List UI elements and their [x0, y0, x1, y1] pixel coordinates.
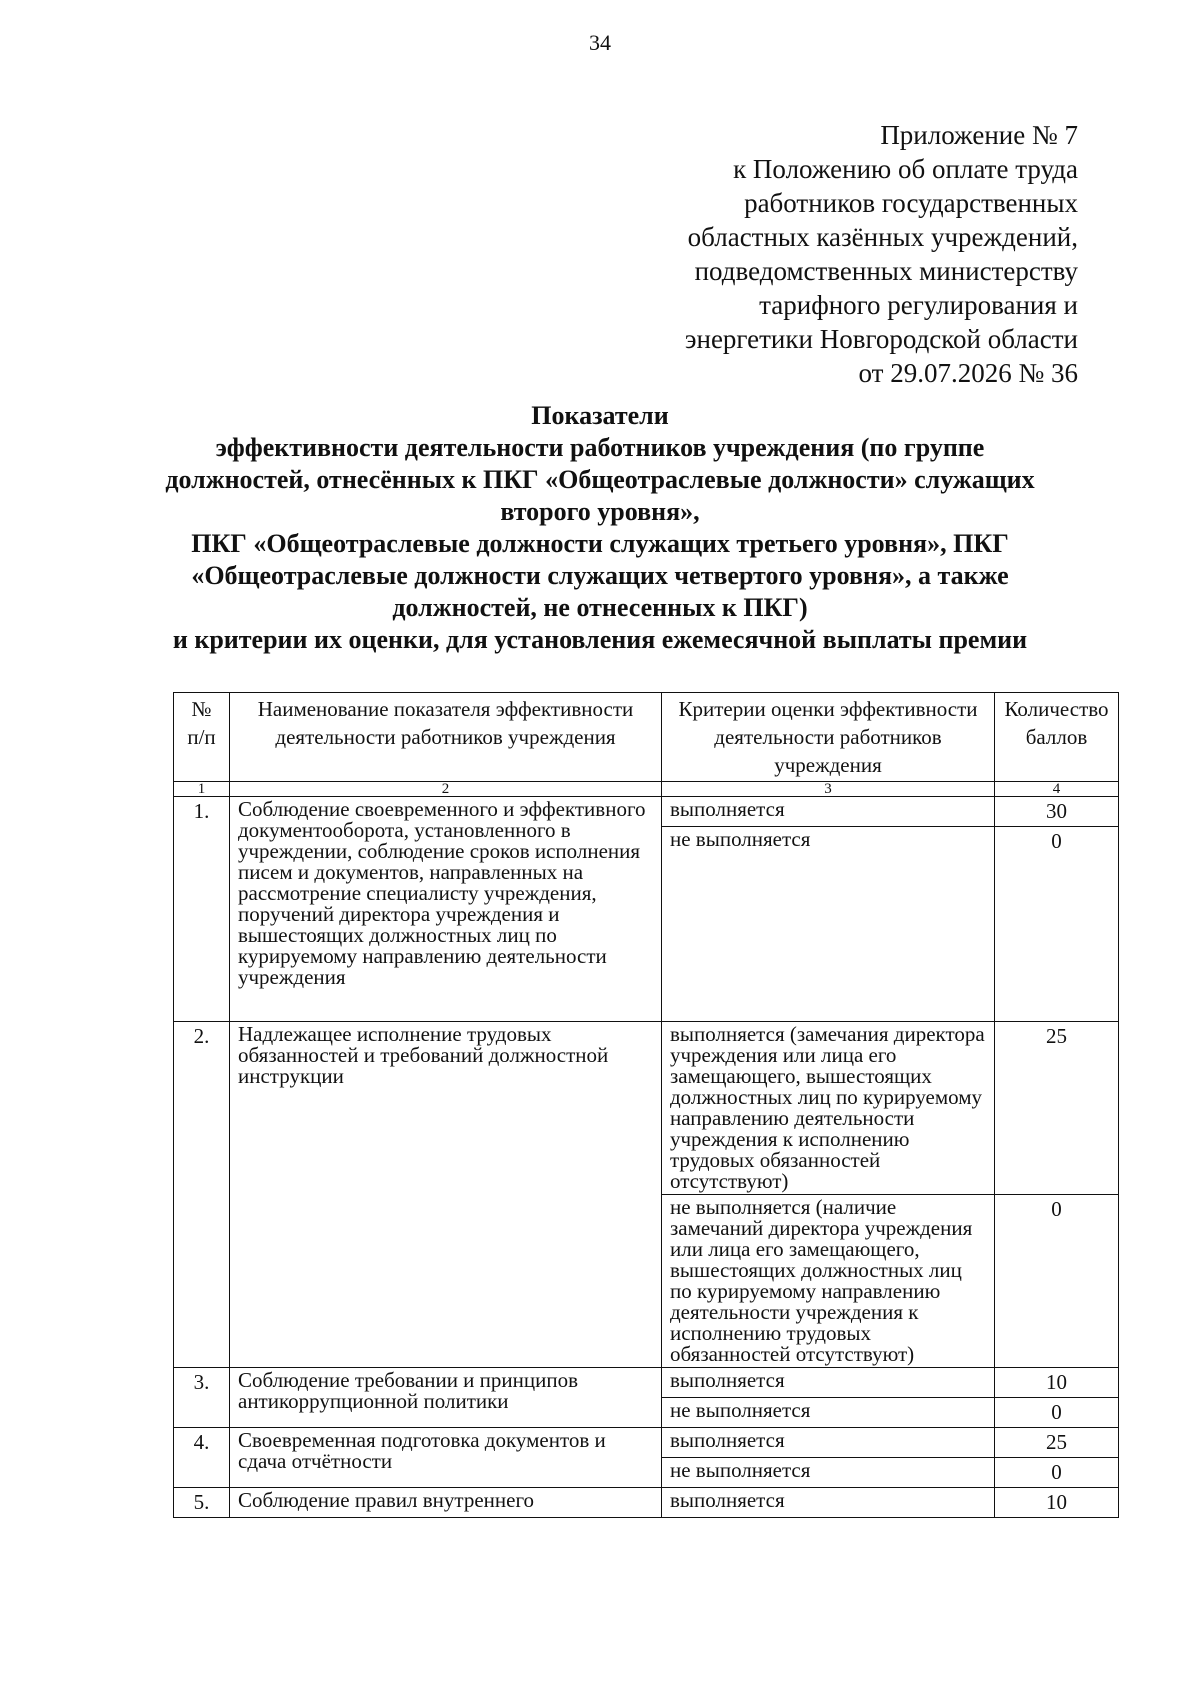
criterion: выполняется — [662, 1428, 995, 1458]
points: 30 — [995, 797, 1119, 827]
table-header-row — [174, 693, 1119, 782]
indicator-name: Своевременная подготовка документов и сдача отчётности — [230, 1428, 662, 1488]
indicator-name: Надлежащее исполнение трудовых обязанностей и требований должностной инструкции — [230, 1022, 662, 1368]
title-line: должностей, отнесённых к ПКГ «Общеотраслевые должности» служащих — [165, 465, 1035, 494]
points: 0 — [995, 827, 1119, 1022]
criterion: не выполняется (наличие замечаний директора учреждения или лица его замещающего, вышестоящих должностных лиц по курируемому направлению деятельности учреждения к исполнению трудовых обязанностей отсутствуют) — [662, 1195, 995, 1368]
criterion: не выполняется — [662, 1458, 995, 1488]
table-row — [174, 1428, 1119, 1458]
appendix-line: к Положению об оплате труда — [733, 154, 1078, 184]
criteria-table — [173, 692, 1119, 1518]
points: 10 — [995, 1488, 1119, 1518]
appendix-block — [685, 118, 1078, 390]
table-row — [174, 1022, 1119, 1195]
column-number: 1 — [174, 782, 230, 797]
title-line: «Общеотраслевые должности служащих четвертого уровня», а также — [191, 561, 1009, 590]
points: 10 — [995, 1368, 1119, 1398]
indicator-name: Соблюдение своевременного и эффективного документооборота, установленного в учреждении, соблюдение сроков исполнения писем и документов, направленных на рассмотрение специалисту учреждения, поручений директора учреждения и вышестоящих должностных лиц по курируемому направлению деятельности учреждения — [230, 797, 662, 1022]
table-row — [174, 1488, 1119, 1518]
indicator-name: Соблюдение правил внутреннего — [230, 1488, 662, 1518]
points: 25 — [995, 1428, 1119, 1458]
row-number: 1. — [174, 797, 230, 1022]
title-line: ПКГ «Общеотраслевые должности служащих третьего уровня», ПКГ — [191, 529, 1009, 558]
row-number: 4. — [174, 1428, 230, 1488]
table-row — [174, 1368, 1119, 1398]
appendix-line: подведомственных министерству — [694, 256, 1078, 286]
column-number: 3 — [662, 782, 995, 797]
points: 0 — [995, 1398, 1119, 1428]
header-name: Наименование показателя эффективности деятельности работников учреждения — [230, 693, 662, 782]
table-row — [174, 797, 1119, 827]
criterion: выполняется (замечания директора учреждения или лица его замещающего, вышестоящих должностных лиц по курируемому направлению деятельности учреждения к исполнению трудовых обязанностей отсутствуют) — [662, 1022, 995, 1195]
appendix-line: работников государственных — [744, 188, 1078, 218]
title-line: должностей, не отнесенных к ПКГ) — [392, 593, 808, 622]
points: 25 — [995, 1022, 1119, 1195]
title-line: второго уровня», — [500, 497, 700, 526]
title-line: и критерии их оценки, для установления ежемесячной выплаты премии — [172, 625, 1028, 654]
appendix-line: от 29.07.2026 № 36 — [858, 358, 1078, 388]
column-number: 4 — [995, 782, 1119, 797]
title-line: Показатели — [531, 401, 669, 430]
page-number: 34 — [589, 30, 611, 55]
criterion: не выполняется — [662, 827, 995, 1022]
appendix-line: Приложение № 7 — [880, 120, 1078, 150]
criterion: не выполняется — [662, 1398, 995, 1428]
column-number-row — [174, 782, 1119, 797]
header-num: № п/п — [174, 693, 230, 782]
row-number: 5. — [174, 1488, 230, 1518]
points: 0 — [995, 1195, 1119, 1368]
criterion: выполняется — [662, 797, 995, 827]
criterion: выполняется — [662, 1368, 995, 1398]
row-number: 3. — [174, 1368, 230, 1428]
header-points: Количество баллов — [995, 693, 1119, 782]
appendix-line: энергетики Новгородской области — [684, 324, 1078, 354]
appendix-line: тарифного регулирования и — [759, 290, 1078, 320]
column-number: 2 — [230, 782, 662, 797]
criterion: выполняется — [662, 1488, 995, 1518]
document-title — [150, 400, 1050, 656]
title-line: эффективности деятельности работников учреждения (по группе — [215, 433, 985, 462]
row-number: 2. — [174, 1022, 230, 1368]
appendix-line: областных казённых учреждений, — [687, 222, 1078, 252]
points: 0 — [995, 1458, 1119, 1488]
header-criteria: Критерии оценки эффективности деятельности работников учреждения — [662, 693, 995, 782]
indicator-name: Соблюдение требовании и принципов антикоррупционной политики — [230, 1368, 662, 1428]
